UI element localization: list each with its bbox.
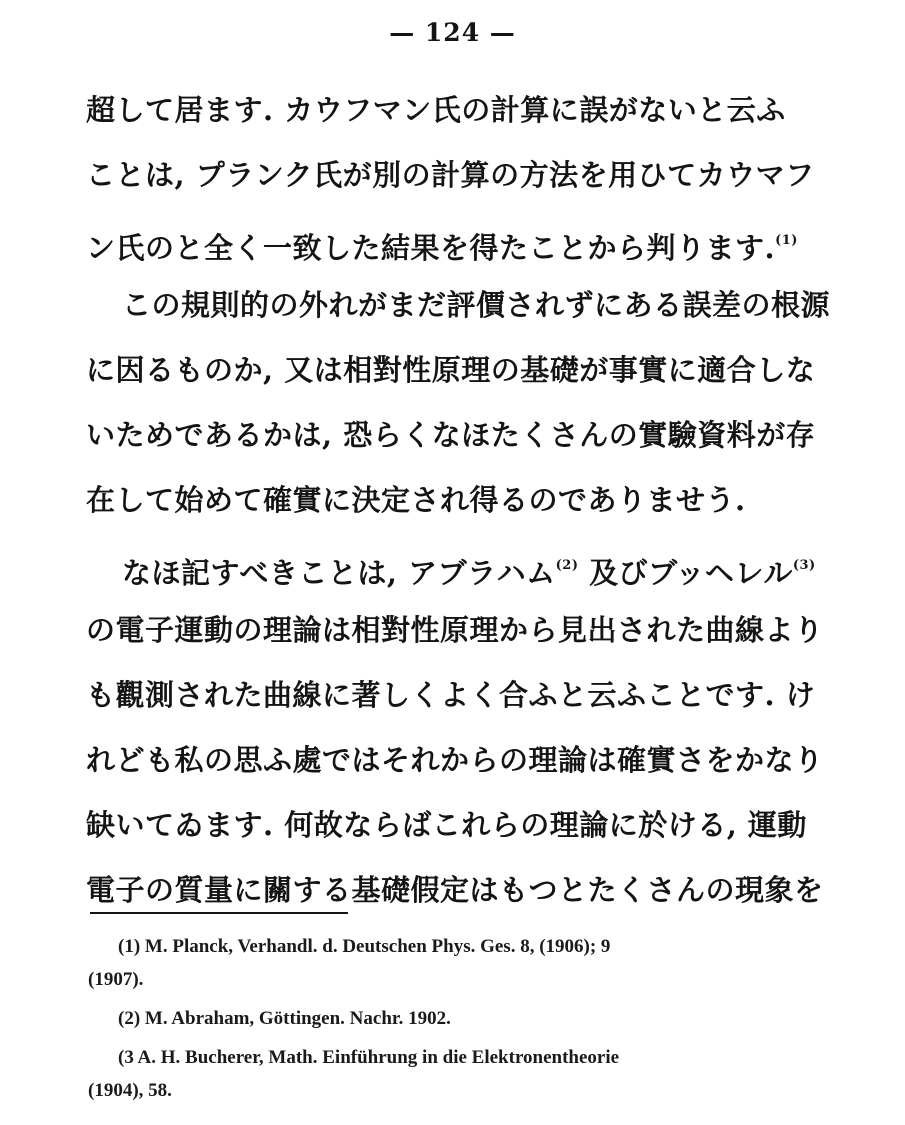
footnotes — [88, 930, 823, 1107]
text-line — [86, 208, 821, 273]
footnote-divider — [90, 912, 348, 914]
footnote-marker: (1) — [775, 233, 798, 248]
footnote-line: (1907). — [88, 969, 144, 990]
text-line: の電子運動の理論は相對性原理から見出された曲線より — [86, 613, 824, 647]
text-line: この規則的の外れがまだ評價されずにある誤差の根源 — [122, 288, 831, 322]
line-text: なほ記すべきことは, アブラハム — [122, 556, 556, 590]
footnote-line: (3 A. H. Bucherer, Math. Einführung in die Elektronentheorie — [118, 1047, 620, 1068]
text-line: れども私の思ふ處ではそれからの理論は確實さをかなり — [86, 743, 824, 777]
footnote-2 — [88, 1002, 823, 1035]
body-text — [86, 78, 831, 923]
text-line: に因るものか, 又は相對性原理の基礎が事實に適合しな — [86, 353, 816, 387]
text-line: 電子の質量に關する基礎假定はもつとたくさんの現象を — [86, 873, 824, 907]
paragraph-3 — [86, 533, 824, 923]
paragraph-2 — [86, 273, 831, 533]
line-text: 及びブッヘレル — [578, 556, 793, 590]
footnote-line: (1904), 58. — [88, 1080, 172, 1101]
text-line: いためであるかは, 恐らくなほたくさんの實驗資料が存 — [86, 418, 816, 452]
footnote-line: (2) M. Abraham, Göttingen. Nachr. 1902. — [118, 1008, 451, 1029]
footnote-1 — [88, 930, 823, 996]
text-line: も觀測された曲線に著しくよく合ふと云ふことです. け — [86, 678, 816, 712]
footnote-marker: (3) — [792, 558, 816, 573]
footnote-3 — [88, 1041, 823, 1107]
text-line: 在して始めて確實に決定され得るのでありませう. — [86, 483, 746, 517]
footnote-line: (1) M. Planck, Verhandl. d. Deutschen Phys. Ges. 8, (1906); 9 — [118, 936, 611, 957]
line-text: ン氏のと全く一致した結果を得たことから判ります. — [86, 231, 776, 265]
page-number: — 124 — — [389, 18, 516, 47]
text-line — [86, 533, 821, 598]
footnote-marker: (2) — [555, 558, 579, 573]
text-line: 超して居ます. カウフマン氏の計算に誤がないと云ふ — [86, 93, 786, 127]
text-line: ことは, プランク氏が別の計算の方法を用ひてカウマフ — [86, 158, 815, 192]
text-line: 缺いてゐます. 何故ならばこれらの理論に於ける, 運動 — [86, 808, 807, 842]
paragraph-1 — [86, 78, 821, 273]
